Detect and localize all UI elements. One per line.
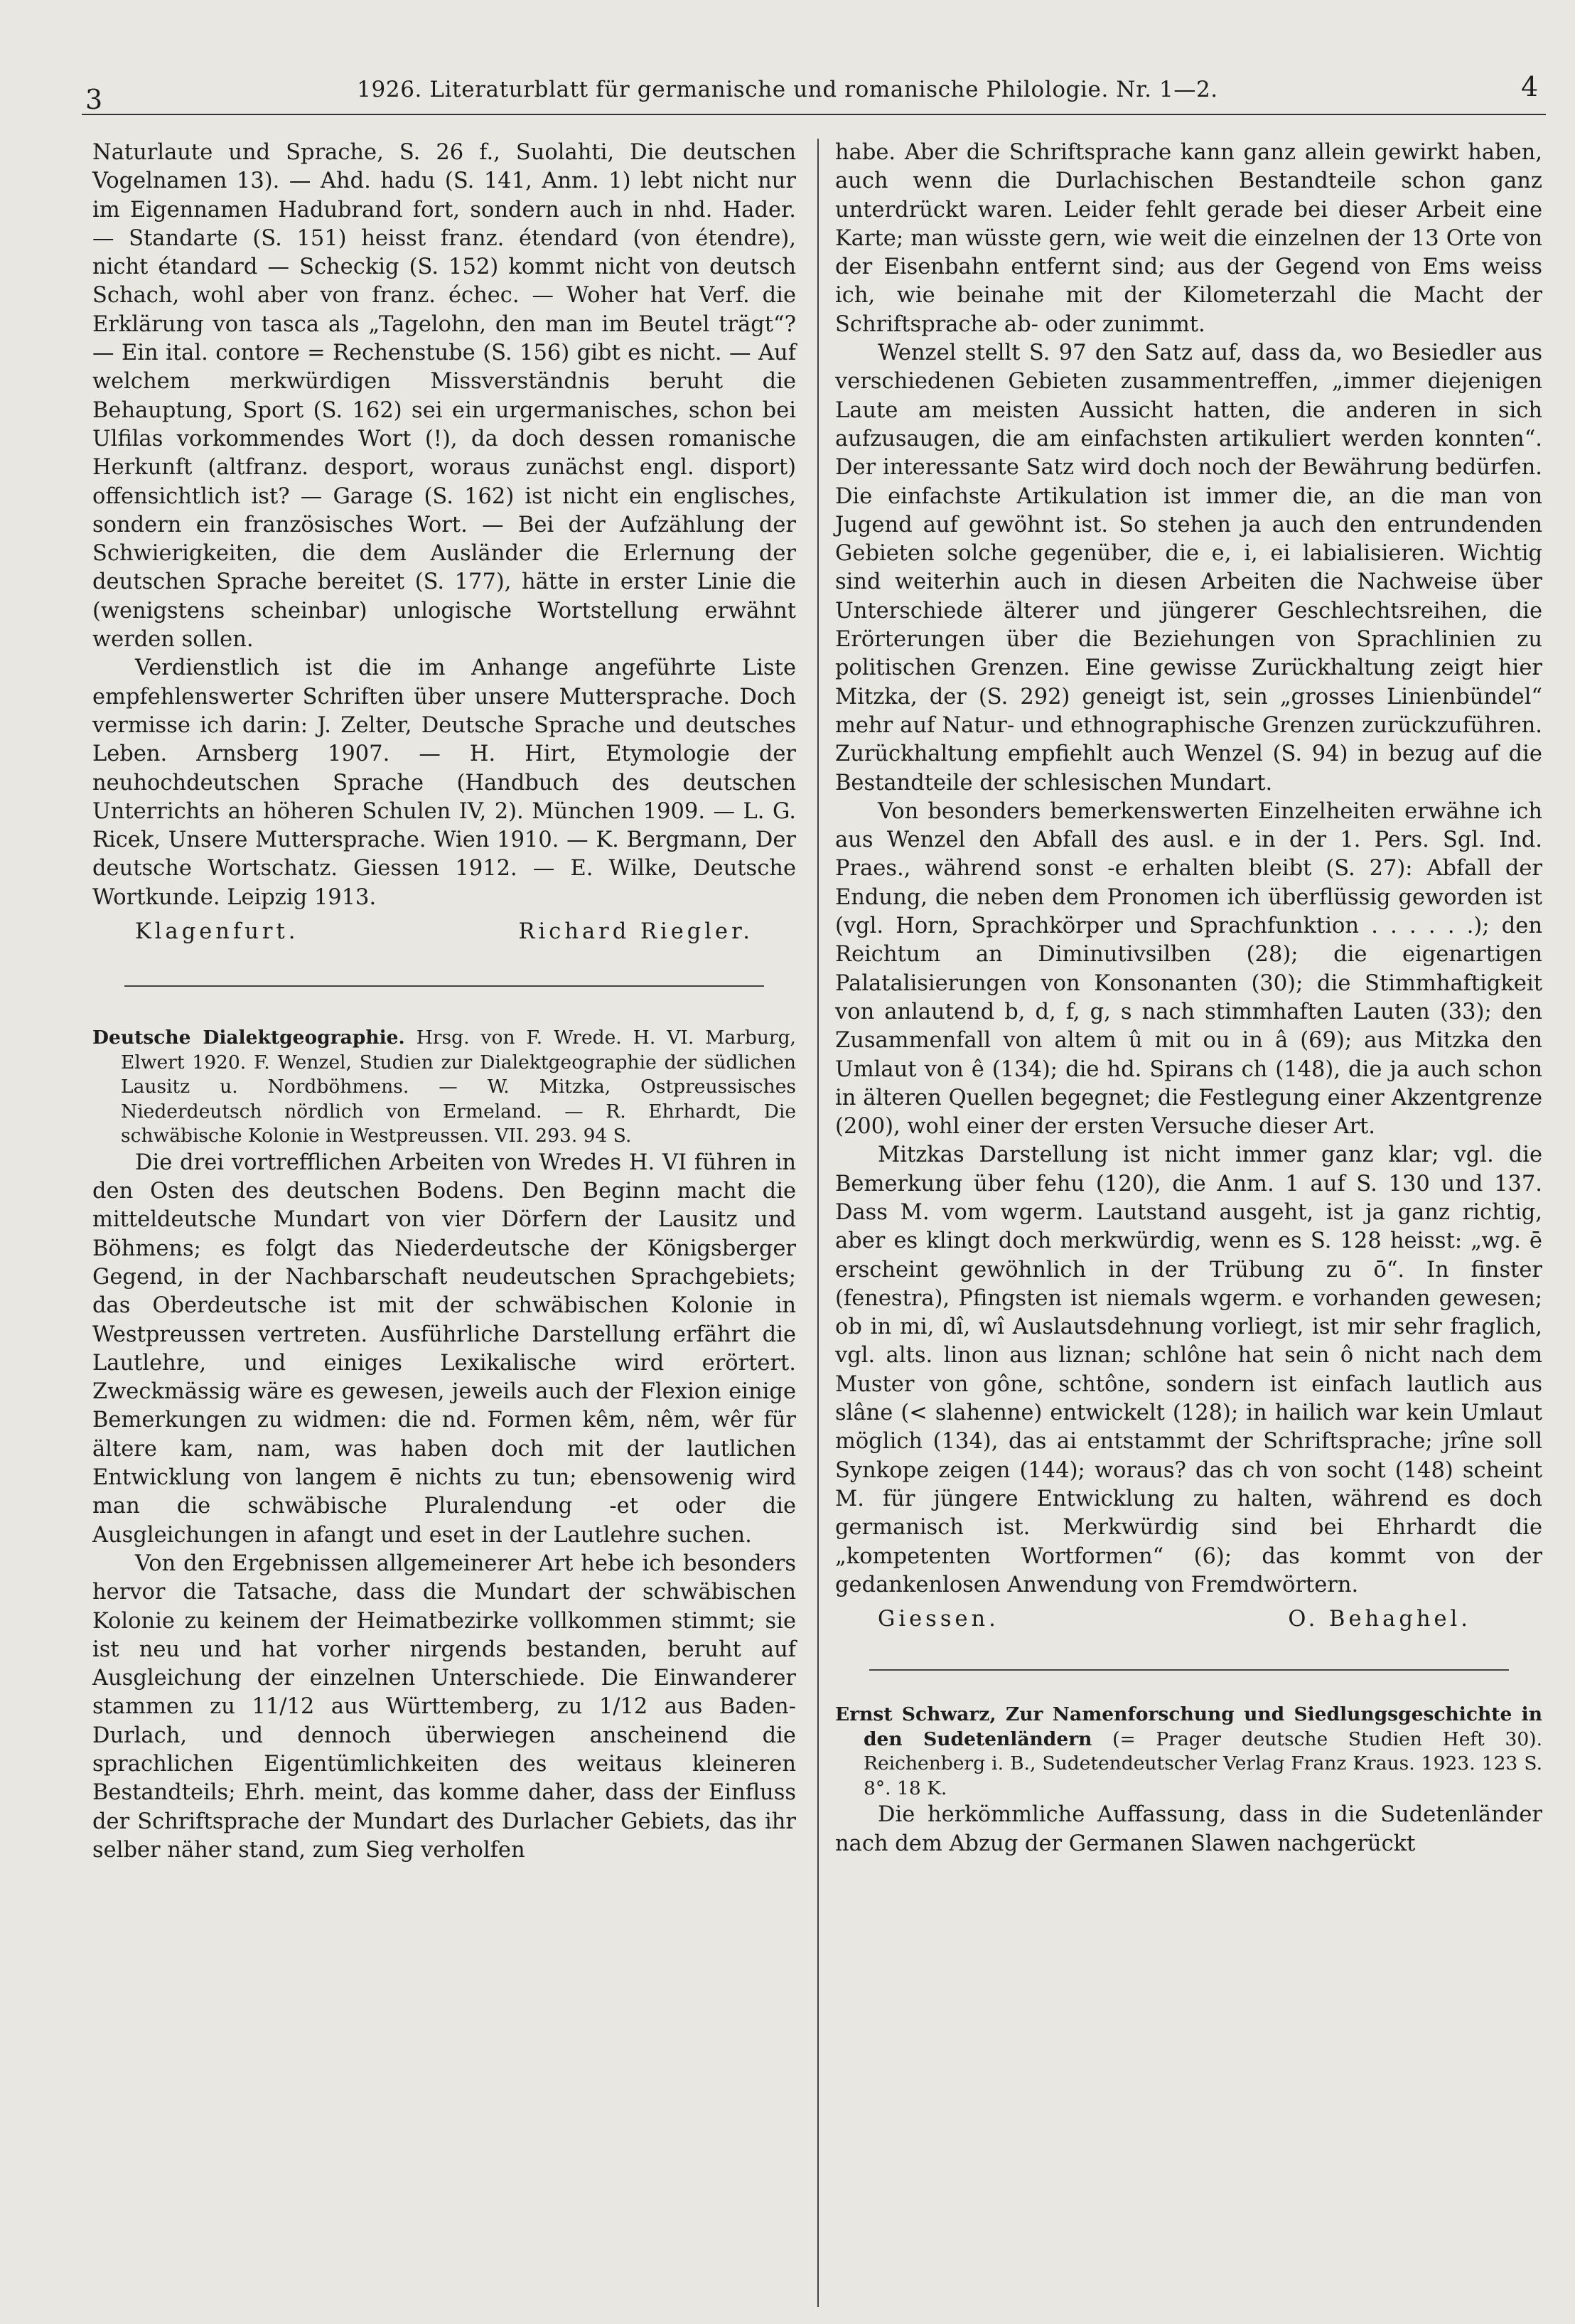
section-separator — [869, 1669, 1509, 1671]
signature-name: O. Behaghel. — [1288, 1607, 1471, 1632]
right-paragraph-2: Wenzel stellt S. 97 den Satz auf, dass da, wo Besiedler aus verschiedenen Gebieten zusammentreffen, „immer diejenigen Laute am meisten Aussicht hatten, die anderen in sich aufzusaugen, die am einfachsten artikuliert werden konnten“. Der interessante Satz wird doch noch der Bewährung bedürfen. Die einfachste Artikulation ist immer die, an die man von Jugend auf gewöhnt ist. So stehen ja auch den entrundenden Gebieten solche gegenüber, die e, i, ei labialisieren. Wichtig sind weiterhin auch in diesen Arbeiten die Nachweise über Unterschiede älterer und jüngerer Geschlechtsreihen, die Erörterungen über die Beziehungen von Sprachlinien zu politischen Grenzen. Eine gewisse Zurückhaltung zeigt hier Mitzka, der (S. 292) geneigt ist, sein „grosses Linienbündel“ mehr auf Natur- und ethnographische Grenzen zurückzuführen. Zurückhaltung empfiehlt auch Wenzel (S. 94) in bezug auf die Bestandteile der schlesischen Mundart. — [835, 341, 1542, 796]
signature-place: Klagenfurt. — [135, 919, 299, 945]
right-paragraph-5: Die herkömmliche Auffassung, dass in die Sudetenländer nach dem Abzug der Germanen Slawen nachgerückt — [835, 1802, 1542, 1856]
left-column — [92, 139, 796, 1865]
running-title: 1926. Literaturblatt für germanische und romanische Philologie. Nr. 1—2. — [357, 77, 1218, 102]
left-paragraph-2: Verdienstlich ist die im Anhange angeführte Liste empfehlenswerter Schriften über unsere Muttersprache. Doch vermisse ich darin: J. Zelter, Deutsche Sprache und deutsches Leben. Arnsberg 1907. — H. Hirt, Etymologie der neuhochdeutschen Sprache (Handbuch des deutschen Unterrichts an höheren Schulen IV, 2). München 1909. — L. G. Ricek, Unsere Muttersprache. Wien 1910. — K. Bergmann, Der deutsche Wortschatz. Giessen 1912. — E. Wilke, Deutsche Wortkunde. Leipzig 1913. — [92, 655, 796, 910]
right-paragraph-4: Mitzkas Darstellung ist nicht immer ganz klar; vgl. die Bemerkung über fehu (120), die Anm. 1 auf S. 130 und 137. Dass M. vom wgerm. Lautstand ausgeht, ist ja ganz richtig, aber es klingt doch merkwürdig, wenn es S. 128 heisst: „wg. ē erscheint gewöhnlich in der Trübung zu ō“. In finster (fenestra), Pfingsten ist niemals wgerm. e vorhanden gewesen; ob in mi, dî, wî Auslautsdehnung vorliegt, ist mir sehr fraglich, vgl. alts. linon aus liznan; schlône hat sein ô nicht nach dem Muster von gône, schtône, sondern ist einfach lautlich aus slâne (< slahenne) entwickelt (128); in hailich war kein Umlaut möglich (134), das ai entstammt der Schriftsprache; jrîne soll Synkope zeigen (144); woraus? das ch von socht (148) scheint M. für jüngere Entwicklung zu halten, während es doch germanisch ist. Merkwürdig sind bei Ehrhardt die „kompetenten Wortformen“ (6); das kommt von der gedankenlosen Anwendung von Fremdwörtern. — [835, 1142, 1542, 1597]
page-number-left: 3 — [85, 84, 103, 115]
right-paragraph-1: habe. Aber die Schriftsprache kann ganz allein gewirkt haben, auch wenn die Durlachischen Bestandteile schon ganz unterdrückt waren. Leider fehlt gerade bei dieser Arbeit eine Karte; man wüsste gern, wie weit die einzelnen der 13 Orte von der Eisenbahn entfernt sind; aus der Gegend von Ems weiss ich, wie beinahe mit der Kilometerzahl die Macht der Schriftsprache ab- oder zunimmt. — [835, 140, 1542, 337]
right-paragraph-3: Von besonders bemerkenswerten Einzelheiten erwähne ich aus Wenzel den Abfall des ausl. e in der 1. Pers. Sgl. Ind. Praes., während sonst -e erhalten bleibt (S. 27): Abfall der Endung, die neben dem Pronomen ich überflüssig geworden ist (vgl. Horn, Sprachkörper und Sprachfunktion . . . . . .); den Reichtum an Diminutivsilben (28); die eigenartigen Palatalisierungen von Konsonanten (30); die Stimmhaftigkeit von anlautend b, d, f, g, s nach stimmhaften Lauten (33); den Zusammenfall von altem û mit ou in â (69); aus Mitzka den Umlaut von ê (134); die hd. Spirans ch (148), die ja auch schon in älteren Quellen begegnet; die Festlegung einer Akzentgrenze (200), wohl einer der ersten Versuche dieser Art. — [835, 798, 1542, 1140]
review-details: (= Prager deutsche Studien Heft 30). Reichenberg i. B., Sudetendeutscher Verlag Franz Kraus. 1923. 123 S. 8°. 18 K. — [864, 1728, 1542, 1799]
signature-place: Giessen. — [878, 1607, 999, 1632]
section-separator — [124, 985, 764, 987]
left-paragraph-1: Naturlaute und Sprache, S. 26 f., Suolahti, Die deutschen Vogelnamen 13). — Ahd. hadu (S. 141, Anm. 1) lebt nicht nur im Eigennamen Hadubrand fort, sondern auch in nhd. Hader. — Standarte (S. 151) heisst franz. étendard (von étendre), nicht étandard — Scheckig (S. 152) kommt nicht von deutsch Schach, wohl aber von franz. échec. — Woher hat Verf. die Erklärung von tasca als „Tagelohn, den man im Beutel trägt“? — Ein ital. contore = Rechenstube (S. 156) gibt es nicht. — Auf welchem merkwürdigen Missverständnis beruht die Behauptung, Sport (S. 162) sei ein urgermanisches, schon bei Ulfilas vorkommendes Wort (!), da doch dessen romanische Herkunft (altfranz. desport, woraus zunächst engl. disport) offensichtlich ist? — Garage (S. 162) ist nicht ein englisches, sondern ein französisches Wort. — Bei der Aufzählung der Schwierigkeiten, die dem Ausländer die Erlernung der deutschen Sprache bereitet (S. 177), hätte in erster Linie die (wenigstens scheinbar) unlogische Wortstellung erwähnt werden sollen. — [92, 140, 796, 653]
signature-riegler — [92, 918, 796, 946]
signature-behaghel — [835, 1605, 1542, 1634]
review-heading-dialektgeographie — [92, 1026, 796, 1149]
left-paragraph-4: Von den Ergebnissen allgemeinerer Art hebe ich besonders hervor die Tatsache, dass die Mundart der schwäbischen Kolonie zu keinem der Heimatbezirke vollkommen stimmt; sie ist neu und hat vorher nirgends bestanden, beruht auf Ausgleichung der einzelnen Unterschiede. Die Einwanderer stammen zu 11/12 aus Württemberg, zu 1/12 aus Baden-Durlach, und dennoch überwiegen anscheinend die sprachlichen Eigentümlichkeiten des weitaus kleineren Bestandteils; Ehrh. meint, das komme daher, dass der Einfluss der Schriftsprache der Mundart des Durlacher Gebiets, das ihr selber näher stand, zum Sieg verholfen — [92, 1551, 796, 1863]
left-paragraph-3: Die drei vortrefflichen Arbeiten von Wredes H. VI führen in den Osten des deutschen Bodens. Den Beginn macht die mitteldeutsche Mundart von vier Dörfern der Lausitz und Böhmens; es folgt das Niederdeutsche der Königsberger Gegend, in der Nachbarschaft neudeutschen Sprachgebiets; das Oberdeutsche ist mit der schwäbischen Kolonie in Westpreussen vertreten. Ausführliche Darstellung erfährt die Lautlehre, und einiges Lexikalische wird erörtert. Zweckmässig wäre es gewesen, jeweils auch der Flexion einige Bemerkungen zu widmen: die nd. Formen kêm, nêm, wêr für ältere kam, nam, was haben doch mit der lautlichen Entwicklung von langem ē nichts zu tun; ebensowenig wird man die schwäbische Pluralendung -et oder die Ausgleichungen in afangt und eset in der Lautlehre suchen. — [92, 1150, 796, 1548]
signature-name: Richard Riegler. — [518, 919, 753, 945]
review-title: Deutsche Dialektgeographie. — [92, 1027, 405, 1049]
column-divider — [817, 139, 819, 2307]
review-title: Ernst Schwarz, Zur Namenforschung und Siedlungsgeschichte in den Sudetenländern — [835, 1703, 1542, 1750]
page-header — [0, 0, 1575, 121]
review-details: Hrsg. von F. Wrede. H. VI. Marburg, Elwert 1920. F. Wenzel, Studien zur Dialektgeographie der südlichen Lausitz u. Nordböhmens. — W. Mitzka, Ostpreussisches Niederdeutsch nördlich von Ermeland. — R. Ehrhardt, Die schwäbische Kolonie in Westpreussen. VII. 293. 94 S. — [121, 1027, 796, 1147]
page-number-right: 4 — [1521, 71, 1539, 102]
right-column — [835, 139, 1542, 1858]
review-heading-schwarz — [835, 1703, 1542, 1801]
header-rule — [82, 114, 1546, 115]
